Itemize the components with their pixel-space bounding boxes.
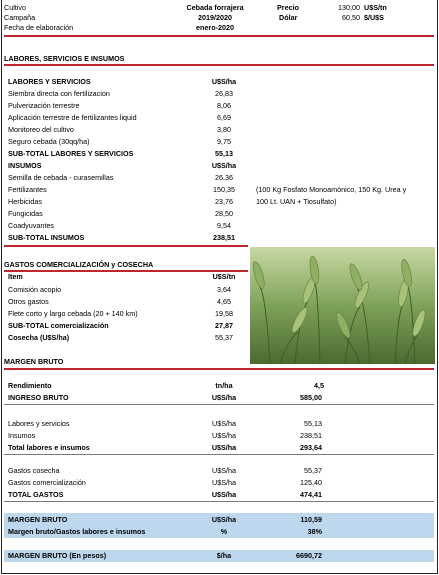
margen-insumos-row (4, 431, 434, 441)
labores-header-row (4, 77, 434, 87)
pesos-value: 6690,72 (296, 551, 322, 560)
rendimiento-label: Rendimiento (8, 381, 52, 390)
insumos-item-value: 150,35 (213, 185, 235, 194)
total-gastos-row (4, 490, 434, 500)
margen-labores-label: Labores y servicios (8, 419, 70, 428)
labores-item-value: 3,80 (217, 125, 231, 134)
insumos-item-row (4, 173, 254, 183)
labores-item-value: 8,06 (217, 101, 231, 110)
gastos-item-label: Comisión acopio (8, 285, 62, 294)
cosecha-value: 55,37 (215, 333, 233, 342)
header-divider (4, 35, 434, 37)
ingreso-label: INGRESO BRUTO (8, 393, 69, 402)
dolar-unit: $/U$S (364, 13, 384, 22)
gastos-comercializacion-row (4, 478, 434, 488)
total-gastos-divider (4, 501, 434, 502)
insumos-item-label: Coadyuvantes (8, 221, 54, 230)
margen-insumos-label: Insumos (8, 431, 36, 440)
insumos-subtotal-value: 238,51 (213, 233, 235, 242)
campana-label: Campaña (4, 13, 36, 22)
labores-item-label: Monitoreo del cultivo (8, 125, 74, 134)
insumos-unit: U$S/ha (211, 161, 237, 170)
labores-subtotal-label: SUB-TOTAL LABORES Y SERVICIOS (8, 149, 134, 158)
labores-subtotal-row (4, 149, 434, 159)
insumos-header-row (4, 161, 434, 171)
margen-insumos-unit: U$S/ha (212, 431, 236, 440)
precio-label: Precio (277, 3, 299, 12)
insumos-title: INSUMOS (8, 161, 42, 170)
gastos-item-row (4, 297, 248, 307)
gastos-header-row (4, 272, 248, 282)
dolar-label: Dólar (279, 13, 298, 22)
margen-pesos-row (4, 551, 434, 561)
ingreso-row (4, 393, 434, 403)
total-li-divider (4, 454, 434, 455)
gcomer-unit: U$S/ha (212, 478, 236, 487)
margen-labores-unit: U$S/ha (212, 419, 236, 428)
gastos-unit: U$S/tn (212, 272, 236, 281)
labores-item-label: Seguro cebada (30qq/ha) (8, 137, 90, 146)
fecha-value: enero-2020 (196, 23, 234, 32)
cosecha-row (4, 333, 248, 343)
rendimiento-row (4, 381, 434, 391)
total-li-label: Total labores e insumos (8, 443, 90, 452)
rendimiento-unit: tn/ha (215, 381, 233, 390)
gcosecha-unit: U$S/ha (212, 466, 236, 475)
cultivo-value: Cebada forrajera (186, 3, 244, 12)
fertilizer-note-line-2: 100 Lt. UAN + Tiosulfato) (256, 197, 337, 206)
total-li-value: 293,64 (300, 443, 322, 452)
fecha-label: Fecha de elaboración (4, 23, 74, 32)
ratio-value: 38% (307, 527, 322, 536)
insumos-item-label: Fertilizantes (8, 185, 47, 194)
gastos-item-value: 4,65 (217, 297, 231, 306)
labores-item-value: 9,75 (217, 137, 231, 146)
insumos-item-label: Semilla de cebada - curasemillas (8, 173, 114, 182)
mb-label: MARGEN BRUTO (8, 515, 68, 524)
insumos-item-label: Herbicidas (8, 197, 42, 206)
margen-labores-value: 55,13 (304, 419, 322, 428)
gastos-subtotal-row (4, 321, 248, 331)
precio-value: 130,00 (338, 3, 360, 12)
ratio-label: Margen bruto/Gastos labores e insumos (8, 527, 146, 536)
precio-unit: U$S/tn (364, 3, 387, 12)
labores-item-value: 26,83 (215, 89, 233, 98)
insumos-item-row (4, 221, 254, 231)
insumos-divider (4, 245, 248, 247)
pesos-label: MARGEN BRUTO (En pesos) (8, 551, 107, 560)
labores-item-row (4, 101, 434, 111)
gastos-item-value: 3,64 (217, 285, 231, 294)
ingreso-divider (4, 404, 434, 405)
margen-title: MARGEN BRUTO (4, 357, 64, 366)
insumos-item-label: Fungicidas (8, 209, 43, 218)
labores-item-row (4, 137, 434, 147)
gastos-item-value: 19,58 (215, 309, 233, 318)
labores-item-value: 6,69 (217, 113, 231, 122)
margen-bruto-row (4, 515, 434, 525)
total-gastos-value: 474,41 (300, 490, 322, 499)
ingreso-value: 585,00 (300, 393, 322, 402)
labores-unit: U$S/ha (211, 77, 237, 86)
labores-subtotal-value: 55,13 (215, 149, 233, 158)
gcosecha-label: Gastos cosecha (8, 466, 60, 475)
margen-insumos-value: 238,51 (300, 431, 322, 440)
gastos-item-label: Otros gastos (8, 297, 49, 306)
campana-value: 2019/2020 (198, 13, 232, 22)
labores-item-label: Siembra directa con fertilizacion (8, 89, 110, 98)
labores-item-row (4, 125, 434, 135)
insumos-item-row (4, 197, 254, 207)
total-gastos-unit: U$S/ha (211, 490, 237, 499)
gastos-item-row (4, 285, 248, 295)
mb-value: 110,59 (300, 515, 322, 524)
ingreso-unit: U$S/ha (211, 393, 237, 402)
gcomer-label: Gastos comercialización (8, 478, 86, 487)
cosecha-label: Cosecha (U$S/ha) (8, 333, 70, 342)
section-title: LABORES, SERVICIOS E INSUMOS (4, 54, 125, 63)
barley-illustration (250, 247, 435, 364)
insumos-subtotal-label: SUB-TOTAL INSUMOS (8, 233, 85, 242)
gcosecha-value: 55,37 (304, 466, 322, 475)
section-underline (4, 64, 434, 66)
total-labores-insumos-row (4, 443, 434, 453)
labores-item-label: Pulverización terrestre (8, 101, 80, 110)
margen-labores-row (4, 419, 434, 429)
dolar-value: 60,50 (342, 13, 360, 22)
ratio-row (4, 527, 434, 537)
insumos-item-value: 26,36 (215, 173, 233, 182)
labores-item-label: Aplicación terrestre de fertilizantes liquid (8, 113, 137, 122)
insumos-item-row (4, 209, 254, 219)
labores-title: LABORES Y SERVICIOS (8, 77, 91, 86)
gastos-cosecha-row (4, 466, 434, 476)
gastos-subtotal-value: 27,87 (215, 321, 233, 330)
gastos-item-label: Flete corto y largo cebada (20 + 140 km) (8, 309, 138, 318)
gcomer-value: 125,40 (300, 478, 322, 487)
insumos-item-row (4, 185, 254, 195)
fertilizer-note-line-1: (100 Kg Fosfato Monoamónico, 150 Kg. Urea y (256, 185, 407, 194)
mb-unit: U$S/ha (211, 515, 237, 524)
insumos-item-value: 23,76 (215, 197, 233, 206)
insumos-item-value: 9,54 (217, 221, 231, 230)
cultivo-label: Cultivo (4, 3, 26, 12)
pesos-unit: $/ha (216, 551, 232, 560)
gastos-subtotal-label: SUB-TOTAL comercialización (8, 321, 109, 330)
gastos-title: GASTOS COMERCIALIZACIÓN y COSECHA (4, 260, 154, 269)
gastos-item-header: Item (8, 272, 23, 281)
rendimiento-value: 4,5 (314, 381, 324, 390)
gastos-item-row (4, 309, 248, 319)
total-gastos-label: TOTAL GASTOS (8, 490, 64, 499)
insumos-subtotal-row (4, 233, 434, 243)
ratio-unit: % (220, 527, 228, 536)
labores-item-row (4, 113, 434, 123)
insumos-item-value: 28,50 (215, 209, 233, 218)
margen-underline (4, 368, 434, 370)
labores-item-row (4, 89, 434, 99)
total-li-unit: U$S/ha (211, 443, 237, 452)
barley-field-photo (250, 247, 435, 364)
